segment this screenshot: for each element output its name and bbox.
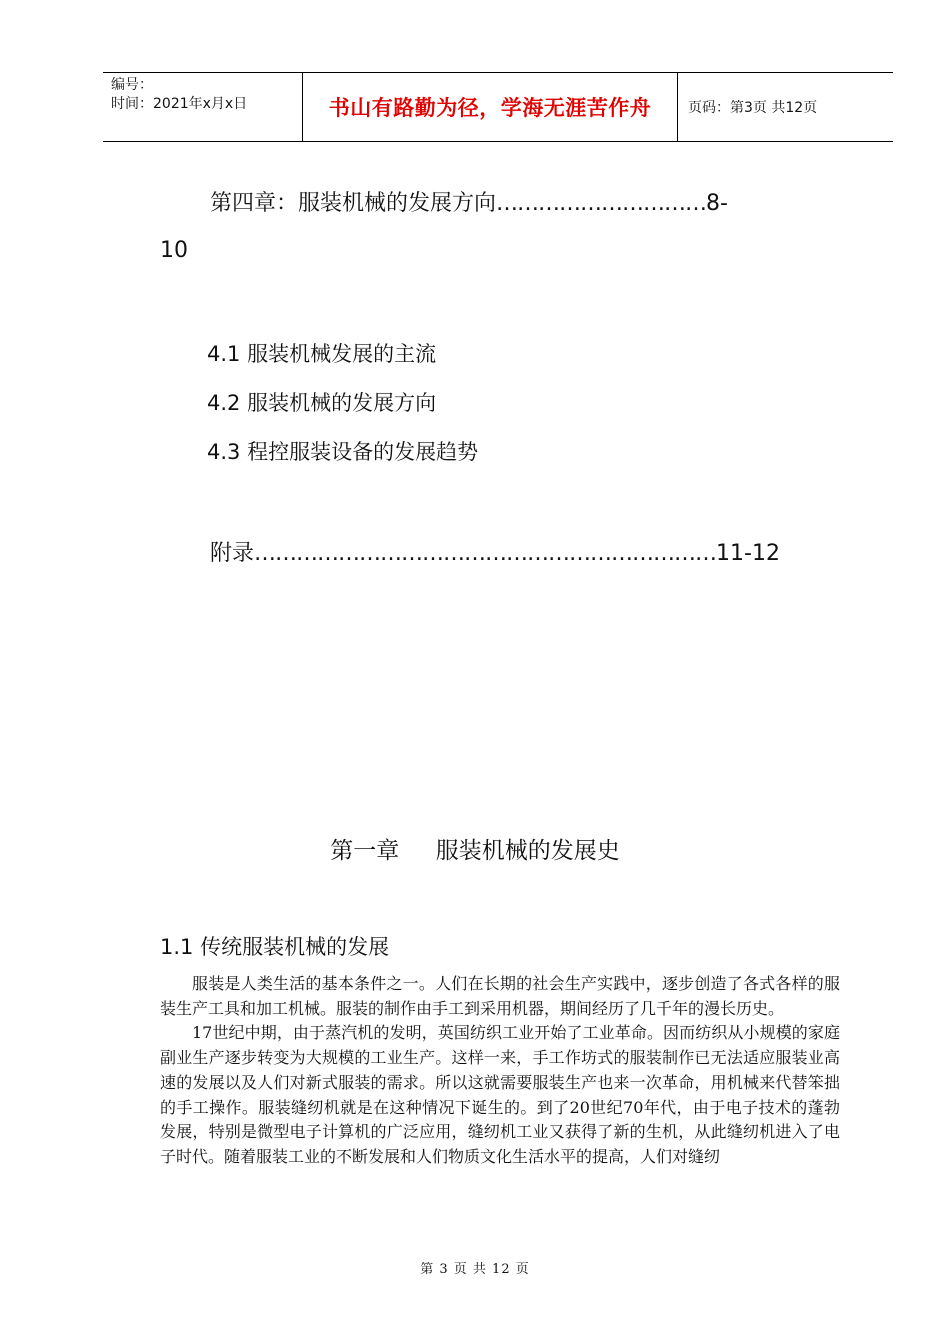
page-footer: 第 3 页 共 12 页 (420, 1262, 530, 1277)
toc-appendix-dots: ………………………………………………………… (254, 541, 717, 566)
body-text (160, 972, 840, 1170)
header-number-label: 编号： (111, 77, 153, 93)
toc-sub-item[interactable]: 4.1 服装机械发展的主流 (207, 342, 437, 366)
toc-appendix-title: 附录 (210, 541, 255, 566)
toc-chapter4-dots: ………………………… (496, 191, 707, 216)
toc-sub-item[interactable]: 4.3 程控服装设备的发展趋势 (207, 440, 479, 464)
toc-appendix-entry[interactable] (210, 536, 780, 567)
toc-chapter4-entry[interactable] (210, 186, 728, 217)
toc-chapter4-title: 第四章：服装机械的发展方向 (210, 191, 497, 216)
paragraph: 服装是人类生活的基本条件之一。人们在长期的社会生产实践中，逐步创造了各式各样的服装生产工具和加工机械。服装的制作由手工到采用机器，期间经历了几千年的漫长历史。 (160, 974, 840, 1018)
paragraph: 17世纪中期，由于蒸汽机的发明，英国纺织工业开始了工业革命。因而纺织从小规模的家庭副业生产逐步转变为大规模的工业生产。这样一来，手工作坊式的服装制作已无法适应服装业高速的发展以及人们对新式服装的需求。所以这就需要服装生产也来一次革命，用机械来代替笨拙的手工操作。服装缝纫机就是在这种情况下诞生的。到了20世纪70年代，由于电子技术的蓬勃发展，特别是微型电子计算机的广泛应用，缝纫机工业又获得了新的生机，从此缝纫机进入了电子时代。随着服装工业的不断发展和人们物质文化生活水平的提高，人们对缝纫 (160, 1023, 840, 1166)
header-motto: 书山有路勤为径，学海无涯苦作舟 (303, 73, 678, 141)
toc-chapter4-pages-end: 10 (160, 238, 188, 263)
page-header (103, 72, 893, 142)
header-date-label: 时间：2021年x月x日 (111, 96, 248, 112)
header-meta (103, 73, 303, 141)
header-page-label: 页码：第3页 共12页 (688, 100, 818, 116)
toc-sub-item[interactable]: 4.2 服装机械的发展方向 (207, 391, 437, 415)
section-title: 1.1 传统服装机械的发展 (160, 935, 390, 959)
toc-chapter4-pages-start: 8- (706, 191, 728, 216)
toc-appendix-pages: 11-12 (716, 541, 780, 566)
chapter-title: 第一章 服装机械的发展史 (330, 838, 620, 864)
